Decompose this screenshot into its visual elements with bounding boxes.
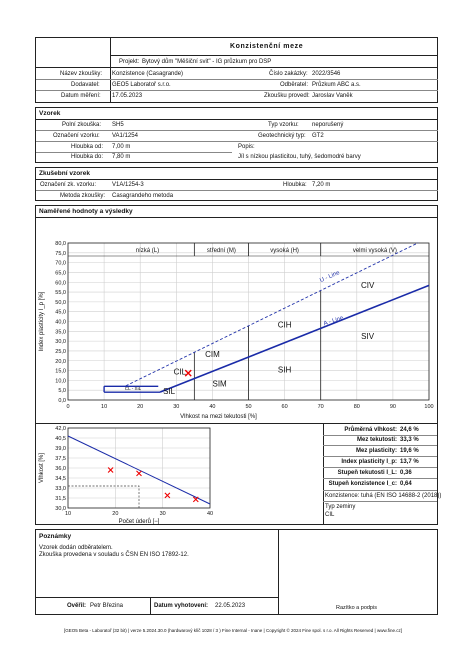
data-point <box>165 493 170 498</box>
y-tick-label: 50,0 <box>55 299 66 306</box>
y-tick-label: 70,0 <box>55 260 66 267</box>
y-axis-label: Vlhkost [%] <box>39 452 45 484</box>
y-tick-label: 30,0 <box>55 339 66 346</box>
sample-label-2: Hloubka od: <box>71 144 104 150</box>
test-sample-box <box>35 167 438 201</box>
x-tick-label: 20 <box>112 511 119 517</box>
zone-label: CIM <box>205 349 220 359</box>
test-sample-rvalue-0: 7,20 m <box>312 182 331 188</box>
zone-label: CL - SiL <box>124 385 142 391</box>
project-value: Bytový dům "Měšiční svit" - IG průzkum pro DSP <box>142 59 272 65</box>
y-tick-label: 39,0 <box>55 446 66 452</box>
soil-type-value: CIL <box>325 512 335 518</box>
y-tick-label: 42,0 <box>55 426 66 432</box>
zone-label: SIM <box>212 379 227 389</box>
header-value-1: GEO5 Laboratoř s.r.o. <box>112 82 171 88</box>
y-tick-label: 25,0 <box>55 348 66 355</box>
sample-label-3: Hloubka do: <box>71 154 104 160</box>
y-tick-label: 40,0 <box>55 319 66 326</box>
x-tick-label: 50 <box>245 404 252 410</box>
result-value-2: 19,6 % <box>400 448 419 454</box>
x-tick-label: 90 <box>389 404 396 410</box>
notes-title: Poznámky <box>39 533 72 540</box>
y-tick-label: 80,0 <box>55 241 66 247</box>
zone-header-label: vysoká (H) <box>270 248 299 254</box>
page-title: Konzistenční meze <box>230 43 304 50</box>
test-sample-value-1: Casagrandeho metoda <box>112 193 174 199</box>
a-line <box>160 285 429 392</box>
zone-label: SIV <box>361 332 375 342</box>
x-tick-label: 40 <box>209 404 216 410</box>
header-rvalue-2: Jaroslav Vaněk <box>312 93 353 99</box>
header-value-2: 17.05.2023 <box>112 93 143 99</box>
a-line-label: A - Line <box>323 315 345 328</box>
ref-line <box>68 486 139 508</box>
y-tick-label: 20,0 <box>55 358 66 365</box>
y-tick-label: 40,5 <box>55 436 66 442</box>
y-tick-label: 37,5 <box>55 456 66 462</box>
x-tick-label: 40 <box>206 511 214 517</box>
y-tick-label: 36,0 <box>55 466 66 472</box>
y-tick-label: 0,0 <box>58 398 66 404</box>
result-value-1: 33,3 % <box>400 437 419 443</box>
result-value-0: 24,6 % <box>400 427 419 433</box>
result-label-1: Mez tekutosti: <box>356 437 397 443</box>
y-tick-label: 34,5 <box>55 476 66 482</box>
zone-label: CIH <box>277 320 292 330</box>
zone-label: CIV <box>360 281 375 291</box>
y-tick-label: 33,0 <box>55 486 66 492</box>
sample-title: Vzorek <box>39 110 61 117</box>
test-sample-title: Zkušební vzorek <box>39 170 90 177</box>
sample-label-1: Označení vzorku: <box>53 133 100 139</box>
y-tick-label: 5,0 <box>58 388 66 395</box>
project-label: Projekt: <box>119 59 140 65</box>
test-sample-rlabel-0: Hloubka: <box>283 182 307 188</box>
note-line-0: Vzorek dodán odběratelem. <box>39 545 113 551</box>
x-tick-label: 70 <box>317 404 324 410</box>
measured-title: Naměřené hodnoty a výsledky <box>39 208 133 215</box>
signature-label: Razítko a podpis <box>336 605 377 611</box>
notes-box <box>35 529 438 615</box>
result-label-4: Stupeň tekutosti I_L: <box>337 470 397 476</box>
data-point <box>137 471 142 476</box>
zone-header-label: velmi vysoká (V) <box>352 248 397 254</box>
sample-rvalue-0: neporušený <box>312 122 344 128</box>
y-tick-label: 10,0 <box>55 378 66 385</box>
header-label-1: Dodavatel: <box>71 82 100 88</box>
test-sample-label-1: Metoda zkoušky: <box>60 193 106 199</box>
consistency-value: tuhá (EN ISO 14688-2 (2018)) <box>361 493 442 499</box>
x-axis-label: Vlhkost na mezi tekutosti [%] <box>180 414 257 420</box>
zone-label: SIL <box>163 387 176 397</box>
y-tick-label: 60,0 <box>55 280 66 287</box>
header-rlabel-0: Číslo zakázky: <box>269 71 308 77</box>
sample-value-0: SH5 <box>112 122 124 128</box>
note-line-1: Zkouška provedena v souladu s ČSN EN ISO 17892-12. <box>39 552 189 558</box>
sample-value-3: 7,80 m <box>112 154 131 160</box>
y-tick-label: 35,0 <box>55 329 66 336</box>
plasticity-chart <box>35 217 438 422</box>
result-label-5: Stupeň konzistence I_c: <box>328 481 397 487</box>
header-rvalue-1: Průzkum ABC a.s. <box>312 82 361 88</box>
y-tick-label: 55,0 <box>55 290 66 297</box>
soil-type-label: Typ zeminy <box>325 504 356 510</box>
x-tick-label: 30 <box>173 404 180 410</box>
result-label-2: Mez plasticity: <box>355 448 397 454</box>
result-value-5: 0,64 <box>400 481 412 487</box>
x-tick-label: 30 <box>159 511 166 517</box>
software-footer: [GEO5 Beta - Laboratoř (32 bit) | verze 5.2024.30.0 (hardwarový klíč 1028 / 3 ) Fine Internal - Inane | Copyright © 2024 Fine spol. s r.o. All Rights Reserved | www.fine.cz] <box>64 628 402 633</box>
result-label-3: Index plasticity I_p: <box>341 459 397 465</box>
y-tick-label: 15,0 <box>55 368 66 375</box>
y-axis-label: Index plasticity I_p [%] <box>39 291 45 352</box>
sample-label-0: Polní zkouška: <box>62 122 102 128</box>
zone-header-label: střední (M) <box>206 248 236 254</box>
header-box <box>35 37 438 103</box>
sample-rlabel-0: Typ vzorku: <box>268 122 299 128</box>
verified-label: Ověřil: <box>67 603 87 609</box>
sample-description: Jíl s nízkou plasticitou, tuhý, šedomodré barvy <box>238 154 361 160</box>
verified-value: Petr Březina <box>90 603 124 609</box>
x-tick-label: 20 <box>137 404 144 410</box>
sample-box <box>35 107 438 163</box>
sample-value-1: VA1/1254 <box>112 133 138 139</box>
x-tick-label: 0 <box>66 404 70 410</box>
x-tick-label: 10 <box>64 511 72 517</box>
test-sample-label-0: Označení zk. vzorku: <box>40 182 97 188</box>
x-tick-label: 80 <box>353 404 360 410</box>
y-tick-label: 30,0 <box>55 506 66 512</box>
header-rlabel-1: Odběratel: <box>280 82 309 88</box>
y-tick-label: 75,0 <box>55 250 66 257</box>
header-value-0: Konzistence (Casagrande) <box>112 71 184 77</box>
result-value-3: 13,7 % <box>400 459 419 465</box>
x-tick-label: 60 <box>281 404 288 410</box>
eval-date-value: 22.05.2023 <box>215 603 246 609</box>
sample-rvalue-1: GT2 <box>312 133 324 139</box>
sample-value-2: 7,00 m <box>112 144 131 150</box>
header-rvalue-0: 2022/3546 <box>312 71 341 77</box>
sample-rlabel-2: Popis: <box>238 144 255 150</box>
test-sample-value-0: V1A/1254-3 <box>112 182 144 188</box>
y-tick-label: 31,5 <box>55 496 66 502</box>
zone-header-label: nízká (L) <box>135 248 160 254</box>
zone-label: CIL <box>173 367 187 377</box>
x-axis-label: Počet úderů [−] <box>118 519 160 525</box>
header-rlabel-2: Zkoušku provedl: <box>264 93 310 99</box>
result-label-0: Průměrná vlhkost: <box>344 427 397 433</box>
eval-date-label: Datum vyhotovení: <box>154 603 209 609</box>
flow-curve-chart <box>35 423 323 525</box>
zone-label: SIH <box>277 365 292 375</box>
y-tick-label: 45,0 <box>55 309 66 316</box>
u-line-label: U - Line <box>319 270 341 285</box>
y-tick-label: 65,0 <box>55 270 66 277</box>
x-tick-label: 10 <box>101 404 108 410</box>
x-tick-label: 100 <box>424 404 434 410</box>
result-value-4: 0,36 <box>400 470 412 476</box>
header-label-0: Název zkoušky: <box>60 71 103 77</box>
header-label-2: Datum měření: <box>61 93 101 99</box>
consistency-label: Konzistence: <box>325 493 360 499</box>
sample-rlabel-1: Geotechnický typ: <box>258 133 306 139</box>
